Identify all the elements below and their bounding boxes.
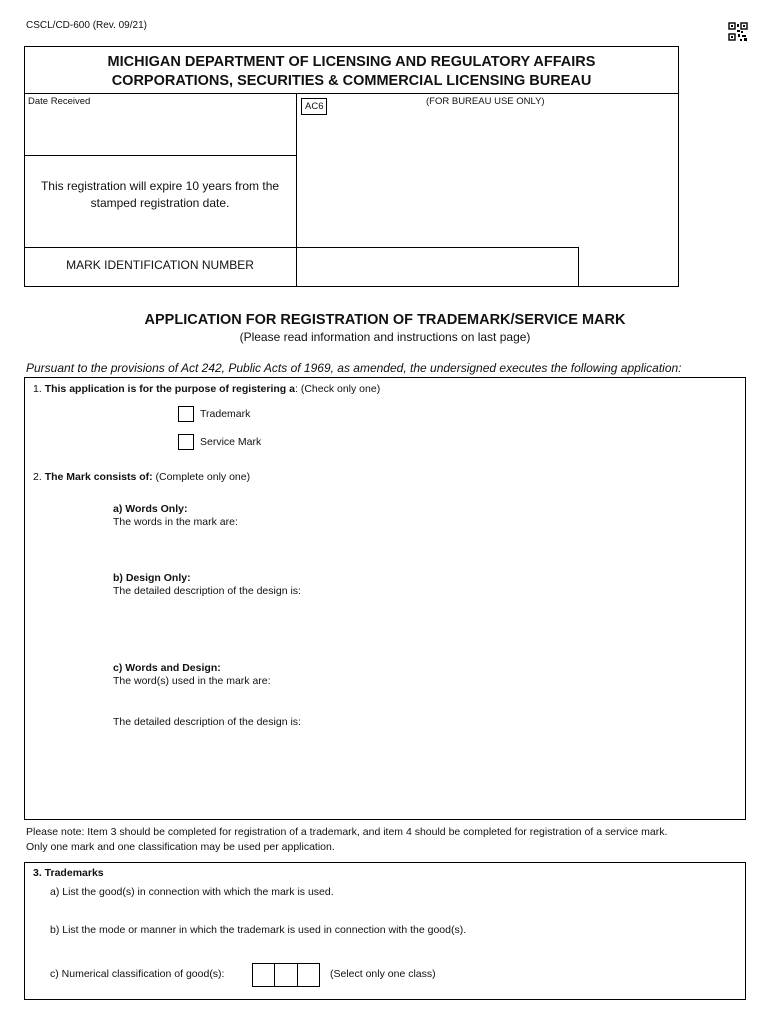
words-only-title: a) Words Only: — [113, 503, 188, 515]
item2-label-rest: (Complete only one) — [152, 471, 251, 483]
item2-number: 2. — [33, 471, 42, 483]
divider — [24, 155, 296, 156]
mark-id-field[interactable] — [298, 249, 577, 285]
divider — [296, 93, 297, 287]
design-only-title: b) Design Only: — [113, 572, 191, 584]
goods-list-label: a) List the good(s) in connection with which the mark is used. — [50, 886, 334, 898]
item2-label-bold: The Mark consists of: — [44, 471, 153, 483]
application-subtitle: (Please read information and instructions on last page) — [239, 330, 531, 344]
design-only-field[interactable] — [113, 600, 733, 658]
expiry-line-1: This registration will expire 10 years from the — [40, 179, 280, 193]
divider — [24, 93, 679, 94]
qr-code-icon — [728, 22, 748, 42]
words-only-field[interactable] — [113, 531, 733, 569]
ac6-label: AC6 — [301, 98, 327, 115]
service-mark-option-label: Service Mark — [200, 436, 262, 448]
usage-mode-label: b) List the mode or manner in which the trademark is used in connection with the good(s). — [50, 924, 467, 936]
note-line-1: Please note: Item 3 should be completed for registration of a trademark, and item 4 should be completed for registration of a service mark. — [26, 826, 668, 838]
service-mark-checkbox[interactable] — [178, 434, 194, 450]
words-and-design-title: c) Words and Design: — [113, 662, 221, 674]
note-line-2: Only one mark and one classification may be used per application. — [26, 841, 335, 853]
mark-id-label: MARK IDENTIFICATION NUMBER — [66, 258, 254, 272]
date-received-label: Date Received — [28, 96, 91, 107]
divider — [24, 247, 579, 248]
item1-label-bold: This application is for the purpose of registering a — [44, 383, 295, 395]
pursuant-statement: Pursuant to the provisions of Act 242, Public Acts of 1969, as amended, the undersigned executes the following application: — [26, 361, 682, 375]
item2-label — [33, 471, 250, 483]
goods-list-field[interactable] — [50, 900, 740, 920]
form-code: CSCL/CD-600 (Rev. 09/21) — [26, 20, 147, 31]
divider — [578, 247, 579, 287]
words-and-design-design-field[interactable] — [113, 731, 733, 811]
classification-digit-box[interactable] — [298, 964, 319, 986]
classification-label: c) Numerical classification of good(s): — [50, 968, 225, 980]
words-only-text: The words in the mark are: — [113, 516, 238, 528]
department-line-1: MICHIGAN DEPARTMENT OF LICENSING AND REGULATORY AFFAIRS — [107, 54, 596, 70]
trademark-checkbox[interactable] — [178, 406, 194, 422]
classification-digit-box[interactable] — [275, 964, 297, 986]
classification-input[interactable] — [252, 963, 320, 987]
design-only-text: The detailed description of the design is: — [113, 585, 301, 597]
trademarks-title: 3. Trademarks — [33, 867, 104, 879]
trademark-option-label: Trademark — [200, 408, 251, 420]
words-and-design-design-text: The detailed description of the design is: — [113, 716, 301, 728]
item1-label — [33, 383, 380, 395]
bureau-use-label: (FOR BUREAU USE ONLY) — [426, 96, 545, 107]
expiry-line-2: stamped registration date. — [90, 196, 230, 210]
expiry-notice — [28, 178, 292, 212]
department-line-2: CORPORATIONS, SECURITIES & COMMERCIAL LICENSING BUREAU — [111, 73, 592, 89]
item1-number: 1. — [33, 383, 42, 395]
usage-mode-field[interactable] — [50, 938, 740, 960]
classification-digit-box[interactable] — [253, 964, 275, 986]
application-title: APPLICATION FOR REGISTRATION OF TRADEMARK/SERVICE MARK — [144, 312, 626, 328]
words-and-design-words-field[interactable] — [113, 690, 733, 714]
words-and-design-text: The word(s) used in the mark are: — [113, 675, 271, 687]
please-note — [26, 825, 667, 855]
department-heading — [24, 53, 679, 91]
item1-label-rest: : (Check only one) — [294, 383, 381, 395]
classification-hint: (Select only one class) — [330, 968, 436, 980]
